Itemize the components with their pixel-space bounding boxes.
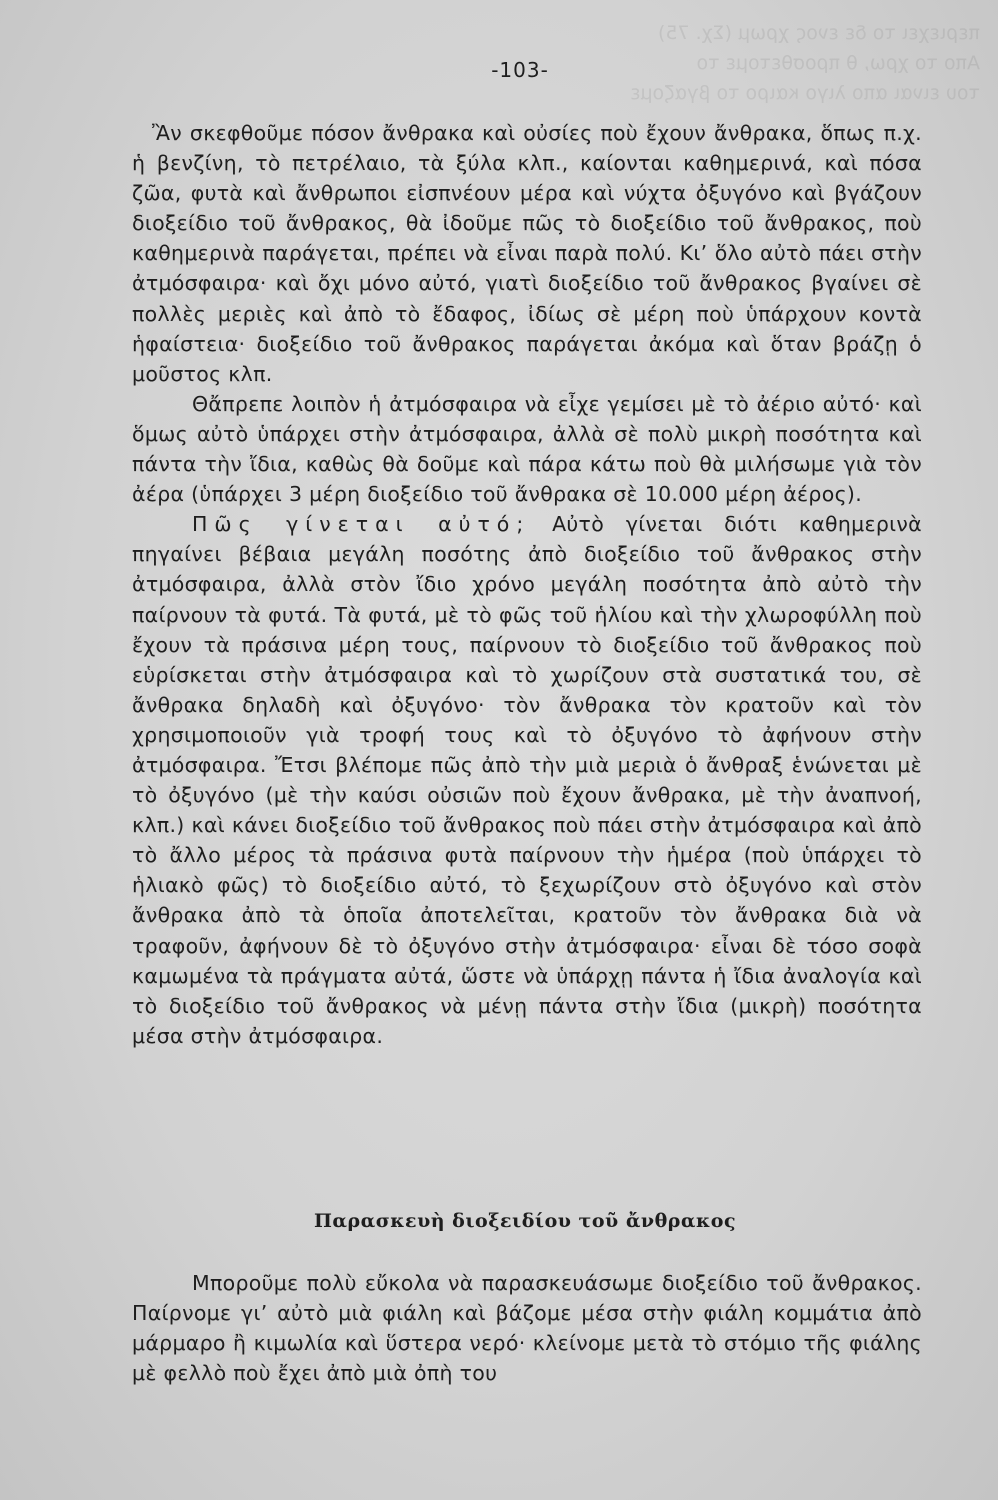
paragraph-2: Θἄπρεπε λοιπὸν ἡ ἀτμόσφαιρα νὰ εἶχε γεμίσει μὲ τὸ ἀέριο αὐτό· καὶ ὅμως αὐτὸ ὑπάρχει στὴν ἀτμόσφαιρα, ἀλλὰ σὲ πολὺ μικρὴ ποσότητα καὶ πάντα τὴν ἴδια, καθὼς θὰ δοῦμε καὶ πάρα κάτω ποὺ θὰ μιλήσωμε γιὰ τὸν ἀέρα (ὑπάρχει 3 μέρη διοξείδιο τοῦ ἄνθρακα σὲ 10.000 μέρη ἀέρος). [132,391,922,507]
paragraph-3 [132,509,922,1051]
page-number: -103- [491,58,549,82]
bleed-through-text: περιεχει το δε ενος χρωμ (Σχ. 75) Απο το χρω, θ προσθετομε το του ειναι απο λιγο καιρο το βγαζομε [630,22,980,104]
paragraph-1: Ἂν σκεφθοῦμε πόσον ἄνθρακα καὶ οὐσίες ποὺ ἔχουν ἄνθρακα, ὅπως π.χ. ἡ βενζίνη, τὸ πετρέλαιο, τὰ ξύλα κλπ., καίονται καθημερινά, καὶ πόσα ζῶα, φυτὰ καὶ ἄνθρωποι εἰσπνέουν μέρα καὶ νύχτα ὀξυγόνο καὶ βγάζουν διοξείδιο τοῦ ἄνθρακος, θὰ ἰδοῦμε πῶς τὸ διοξείδιο τοῦ ἄνθρακος, ποὺ καθημερινὰ παράγεται, πρέπει νὰ εἶναι παρὰ πολύ. Κι’ ὅλο αὐτὸ πάει στὴν ἀτμόσφαιρα· καὶ ὄχι μόνο αὐτό, γιατὶ διοξείδιο τοῦ ἄνθρακος βγαίνει σὲ πολλὲς μεριὲς καὶ ἀπὸ τὸ ἔδαφος, ἰδίως σὲ μέρη ποὺ ὑπάρχουν κοντὰ ἡφαίστεια· διοξείδιο τοῦ ἄνθρακος παράγεται ἀκόμα καὶ ὅταν βράζῃ ὁ μοῦστος κλπ. [132,121,922,386]
paragraph-3-lead: Πῶς γίνεται αὐτό; [192,512,531,537]
main-text-block [132,118,922,1051]
section-paragraph: Μποροῦμε πολὺ εὔκολα νὰ παρασκευάσωμε διοξείδιο τοῦ ἄνθρακος. Παίρνομε γι’ αὐτὸ μιὰ φιάλη καὶ βάζομε μέσα στὴν φιάλη κομμάτια ἀπὸ μάρμαρο ἢ κιμωλία καὶ ὕστερα νερό· κλείνομε μετὰ τὸ στόμιο τῆς φιάλης μὲ φελλὸ ποὺ ἔχει ἀπὸ μιὰ ὀπὴ του [132,1271,922,1386]
section-heading: Παρασκευὴ διοξειδίου τοῦ ἄνθρακος [313,1210,737,1232]
paragraph-3-text: Αὐτὸ γίνεται διότι καθημερινὰ πηγαίνει βέβαια μεγάλη ποσότης ἀπὸ διοξείδιο τοῦ ἄνθρακος στὴν ἀτμόσφαιρα, ἀλλὰ στὸν ἴδιο χρόνο μεγάλη ποσότητα ἀπὸ αὐτὸ τὴν παίρνουν τὰ φυτά. Τὰ φυτά, μὲ τὸ φῶς τοῦ ἡλίου καὶ τὴν χλωροφύλλη ποὺ ἔχουν τὰ πράσινα μέρη τους, παίρνουν τὸ διοξείδιο τοῦ ἄνθρακος ποὺ εὑρίσκεται στὴν ἀτμόσφαιρα καὶ τὸ χωρίζουν στὰ συστατικά του, σὲ ἄνθρακα δηλαδὴ καὶ ὀξυγόνο· τὸν ἄνθρακα τὸν κρατοῦν καὶ τὸν χρησιμοποιοῦν γιὰ τροφή τους καὶ τὸ ὀξυγόνο τὸ ἀφήνουν στὴν ἀτμόσφαιρα. Ἔτσι βλέπομε πῶς ἀπὸ τὴν μιὰ μεριὰ ὁ ἄνθραξ ἑνώνεται μὲ τὸ ὀξυγόνο (μὲ τὴν καύσι οὐσιῶν ποὺ ἔχουν ἄνθρακα, μὲ τὴν ἀναπνοή, κλπ.) καὶ κάνει διοξείδιο τοῦ ἄνθρακος ποὺ πάει στὴν ἀτμόσφαιρα καὶ ἀπὸ τὸ ἄλλο μέρος τὰ πράσινα φυτὰ παίρνουν τὴν ἡμέρα (ποὺ ὑπάρχει τὸ ἡλιακὸ φῶς) τὸ διοξείδιο αὐτό, τὸ ξεχωρίζουν στὸ ὀξυγόνο καὶ στὸν ἄνθρακα ἀπὸ τὰ ὁποῖα ἀποτελεῖται, κρατοῦν τὸν ἄνθρακα διὰ νὰ τραφοῦν, ἀφήνουν δὲ τὸ ὀξυγόνο στὴν ἀτμόσφαιρα· εἶναι δὲ τόσο σοφὰ καμωμένα τὰ πράγματα αὐτά, ὥστε νὰ ὑπάρχῃ πάντα ἡ ἴδια ἀναλογία καὶ τὸ διοξείδιο τοῦ ἄνθρακος νὰ μένῃ πάντα στὴν ἴδια (μικρὴ) ποσότητα μέσα στὴν ἀτμόσφαιρα. [132,512,922,1048]
section-text-block [132,1268,922,1388]
